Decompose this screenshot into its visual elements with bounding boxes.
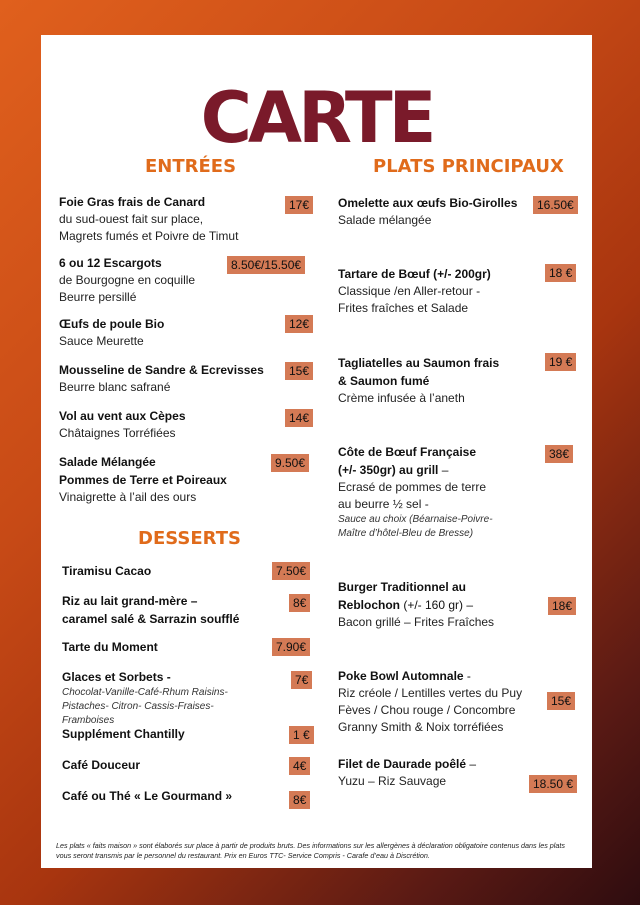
menu-item: Tarte du Moment [62,640,158,654]
price-badge: 8€ [289,594,310,612]
price-badge: 8.50€/15.50€ [227,256,305,274]
menu-item: Vol au vent aux Cèpes Châtaignes Torréfiées [59,409,186,440]
plats-heading: PLATS PRINCIPAUX [373,156,564,177]
menu-item: Omelette aux œufs Bio-Girolles Salade mélangée [338,196,518,227]
price-badge: 16.50€ [533,196,578,214]
menu-item: Œufs de poule Bio Sauce Meurette [59,317,165,348]
price-badge: 18.50 € [529,775,577,793]
page-title: CARTE [200,77,433,159]
menu-item: Salade Mélangée Pommes de Terre et Poireaux Vinaigrette à l’ail des ours [59,455,227,504]
menu-item: Tiramisu Cacao [62,564,152,578]
price-badge: 12€ [285,315,313,333]
price-badge: 7.90€ [272,638,310,656]
price-badge: 15€ [285,362,313,380]
menu-item: Café Douceur [62,758,141,772]
price-badge: 19 € [545,353,576,371]
price-badge: 4€ [289,757,310,775]
price-badge: 1 € [289,726,314,744]
price-badge: 38€ [545,445,573,463]
menu-item: Café ou Thé « Le Gourmand » [62,789,233,803]
price-badge: 7.50€ [272,562,310,580]
menu-item: 6 ou 12 Escargots de Bourgogne en coquille Beurre persillé [59,256,196,304]
price-badge: 14€ [285,409,313,427]
menu-item: Supplément Chantilly [62,727,185,741]
menu-item: Mousseline de Sandre & Ecrevisses Beurre blanc safrané [59,363,264,394]
menu-item: Poke Bowl Automnale - Riz créole / Lentilles vertes du Puy Fèves / Chou rouge / Concombre Granny Smith & Noix torréfiées [338,669,523,734]
menu-item: Burger Traditionnel au Reblochon (+/- 160 gr) – Bacon grillé – Frites Fraîches [338,580,495,629]
menu-item: Tartare de Bœuf (+/- 200gr) Classique /en Aller-retour - Frites fraîches et Salade [338,267,491,315]
menu-item: Tagliatelles au Saumon frais & Saumon fumé Crème infusée à l’aneth [338,356,500,405]
menu-item: Riz au lait grand-mère – caramel salé & Sarrazin soufflé [62,594,240,626]
menu-item: Foie Gras frais de Canard du sud-ouest fait sur place, Magrets fumés et Poivre de Timut [59,195,239,243]
footer-note: Les plats « faits maison » sont élaborés sur place à partir de produits bruts. Des informations sur les allergènes à déclaration obligatoire contenus dans les plats vous seront transmis par le personnel du restaurant. Prix en Euros TTC- Service Compris - Carafe d’eau à Discrétion. [56,841,565,860]
menu-item: Glaces et Sorbets - Chocolat-Vanille-Café-Rhum Raisins- Pistaches- Citron- Cassis-Fraises- Framboises [62,670,228,726]
menu-card [41,35,592,868]
price-badge: 7€ [291,671,312,689]
price-badge: 18€ [548,597,576,615]
desserts-heading: DESSERTS [138,528,241,549]
menu-item: Filet de Daurade poêlé – Yuzu – Riz Sauvage [338,757,477,788]
price-badge: 18 € [545,264,576,282]
entrees-heading: ENTRÉES [145,156,237,177]
menu-item: Côte de Bœuf Française (+/- 350gr) au grill – Ecrasé de pommes de terre au beurre ½ sel - Sauce au choix (Béarnaise-Poivre- Maître d’hôtel-Bleu de Bresse) [338,445,493,539]
price-badge: 15€ [547,692,575,710]
price-badge: 17€ [285,196,313,214]
price-badge: 8€ [289,791,310,809]
price-badge: 9.50€ [271,454,309,472]
